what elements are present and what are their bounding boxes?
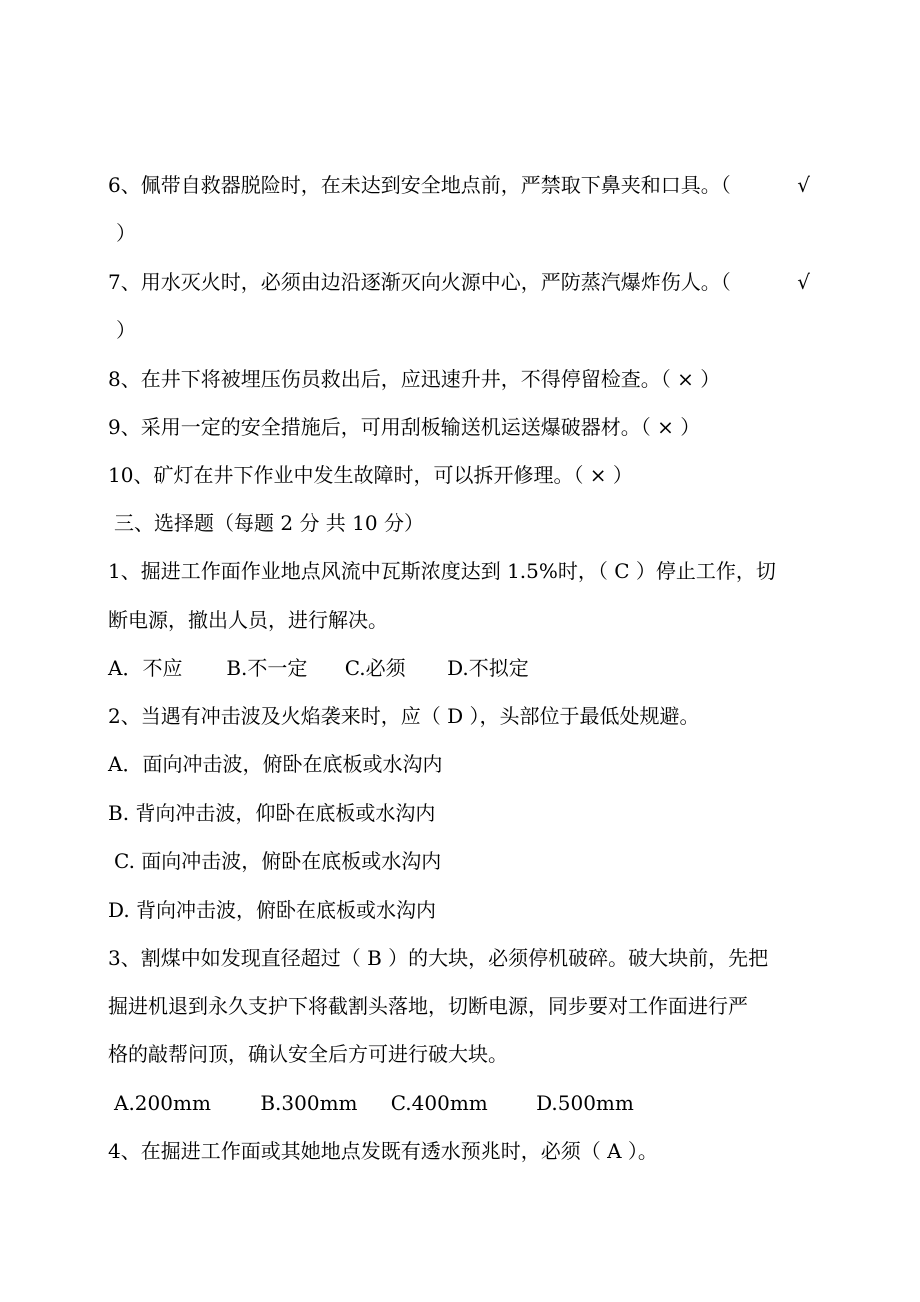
question-4-line-1: 4、在掘进工作面或其她地点发既有透水预兆时，必须（ A ）。 xyxy=(108,1139,658,1163)
question-3-option-c: C.400mm xyxy=(390,1091,488,1115)
question-1-line-2: 断电源，撤出人员，进行解决。 xyxy=(108,608,388,632)
question-2-option-b: B. 背向冲击波，仰卧在底板或水沟内 xyxy=(108,801,436,825)
judgement-item-7-text: 7、用水灭火时，必须由边沿逐渐灭向火源中心，严防蒸汽爆炸伤人。（ xyxy=(108,270,731,294)
judgement-item-9: 9、采用一定的安全措施后，可用刮板输送机运送爆破器材。（ × ） xyxy=(108,415,701,439)
question-1-options xyxy=(108,654,818,682)
question-1-option-a: A．不应 xyxy=(108,656,183,680)
judgement-item-7 xyxy=(108,268,818,296)
question-2-line-1: 2、当遇有冲击波及火焰袭来时，应（ D ），头部位于最低处规避。 xyxy=(108,704,700,728)
section-heading: 三、选择题（每题 2 分 共 10 分） xyxy=(114,511,424,535)
judgement-item-10: 10、矿灯在井下作业中发生故障时，可以拆开修理。（ × ） xyxy=(108,463,633,487)
question-3-line-2: 掘进机退到永久支护下将截割头落地，切断电源，同步要对工作面进行严 xyxy=(108,994,748,1018)
judgement-item-6 xyxy=(108,171,818,199)
judgement-item-8: 8、在井下将被埋压伤员救出后，应迅速升井，不得停留检查。（ × ） xyxy=(108,367,721,391)
question-1-option-c: C.必须 xyxy=(344,656,406,680)
question-1-line-1: 1、掘进工作面作业地点风流中瓦斯浓度达到 1.5%时，（ C ）停止工作，切 xyxy=(108,559,776,583)
judgement-item-6-close: ） xyxy=(116,221,136,245)
question-3-option-a: A.200mm xyxy=(114,1091,211,1115)
question-3-option-b: B.300mm xyxy=(260,1091,358,1115)
question-3-option-d: D.500mm xyxy=(536,1091,634,1115)
judgement-item-7-close: ） xyxy=(116,318,136,342)
question-3-line-3: 格的敲帮问顶，确认安全后方可进行破大块。 xyxy=(108,1042,508,1066)
question-2-option-a: A．面向冲击波，俯卧在底板或水沟内 xyxy=(108,752,443,776)
question-2-option-c: C. 面向冲击波，俯卧在底板或水沟内 xyxy=(114,849,442,873)
question-3-line-1: 3、割煤中如发现直径超过（ B ）的大块，必须停机破碎。破大块前，先把 xyxy=(108,946,769,970)
question-1-option-d: D.不拟定 xyxy=(447,656,529,680)
question-3-options xyxy=(114,1089,824,1117)
judgement-item-7-mark: √ xyxy=(797,270,810,294)
judgement-item-6-mark: √ xyxy=(797,173,810,197)
judgement-item-6-text: 6、佩带自救器脱险时，在未达到安全地点前，严禁取下鼻夹和口具。（ xyxy=(108,173,731,197)
question-1-option-b: B.不一定 xyxy=(226,656,308,680)
question-2-option-d: D. 背向冲击波，俯卧在底板或水沟内 xyxy=(108,898,437,922)
